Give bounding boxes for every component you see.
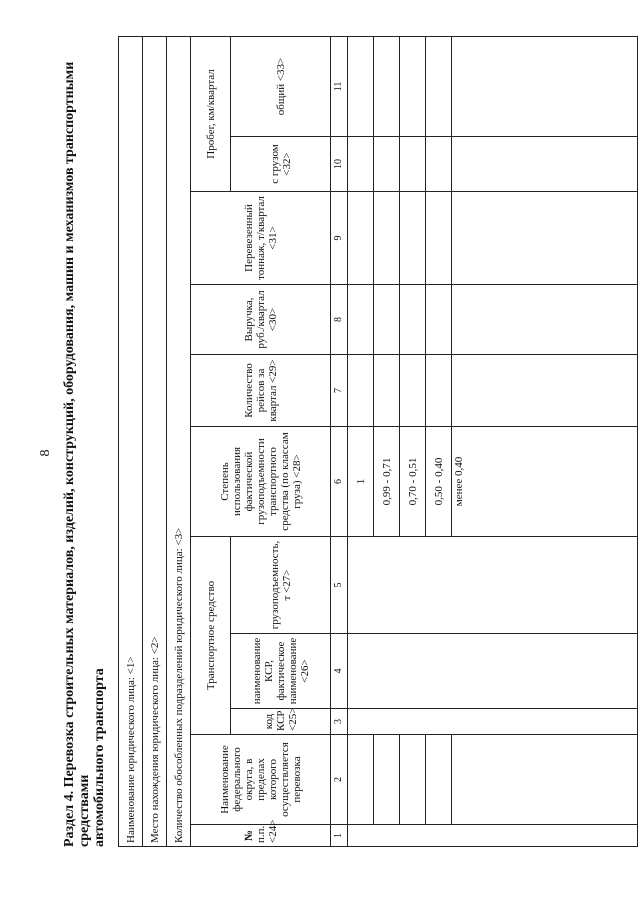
transport-table	[118, 36, 638, 847]
data-cell-trips	[348, 355, 374, 427]
col-number-3: 3	[331, 709, 348, 735]
data-cell-tonnage	[348, 192, 374, 285]
data-cell-district	[452, 735, 638, 825]
col-number-6: 6	[331, 427, 348, 537]
header-vehicle-group: Транспортное средство	[191, 537, 231, 735]
utilization-class: 0,70 - 0,51	[400, 427, 426, 537]
data-cell-mileage-total	[348, 36, 374, 136]
data-cell-ksr-name	[348, 634, 638, 709]
data-cell-district	[348, 735, 374, 825]
data-cell-mileage-cargo	[426, 137, 452, 192]
data-cell-revenue	[452, 285, 638, 355]
utilization-class: 0,50 - 0,40	[426, 427, 452, 537]
data-cell-district	[426, 735, 452, 825]
utilization-class: менее 0,40	[452, 427, 638, 537]
utilization-class: 1	[348, 427, 374, 537]
data-cell-tonnage	[426, 192, 452, 285]
section-title-line-2: автомобильного транспорта	[92, 668, 107, 847]
data-cell-revenue	[374, 285, 400, 355]
branches-count-row: Количество обособленных подразделений юридического лица: <3>	[167, 36, 191, 846]
header-ksr-code: код КСР <25>	[231, 709, 331, 735]
data-cell-trips	[374, 355, 400, 427]
col-number-8: 8	[331, 285, 348, 355]
header-ksr-name: наименование КСР, фактическое наименование <26>	[231, 634, 331, 709]
data-cell-mileage-cargo	[452, 137, 638, 192]
data-cell-district	[374, 735, 400, 825]
col-number-2: 2	[331, 735, 348, 825]
header-num-sub: п.п.	[254, 825, 267, 843]
header-trips: Количество рейсов за квартал <29>	[191, 355, 331, 427]
data-cell-mileage-cargo	[400, 137, 426, 192]
org-name-row: Наименование юридического лица: <1>	[119, 36, 143, 846]
header-mileage-total: общий <33>	[231, 36, 331, 136]
header-capacity: грузоподъемность, т <27>	[231, 537, 331, 634]
col-number-1: 1	[331, 825, 348, 847]
data-cell-revenue	[400, 285, 426, 355]
header-tonnage: Перевезенный тоннаж, т/квартал <31>	[191, 192, 331, 285]
section-title-line-1: Раздел 4. Перевозка строительных материалов, изделий, конструкций, оборудования, машин и механизмов транспортными средствами	[62, 61, 92, 847]
section-title	[62, 17, 107, 847]
header-num	[191, 819, 331, 847]
header-num-ref: <24>	[266, 819, 279, 843]
data-cell-trips	[426, 355, 452, 427]
page-number: 8	[38, 449, 53, 457]
data-cell-mileage-total	[452, 36, 638, 136]
data-cell-mileage-total	[374, 36, 400, 136]
header-mileage-cargo: с грузом <32>	[231, 137, 331, 192]
data-cell-mileage-total	[426, 36, 452, 136]
data-cell-mileage-cargo	[348, 137, 374, 192]
col-number-5: 5	[331, 537, 348, 634]
data-cell-tonnage	[400, 192, 426, 285]
col-number-9: 9	[331, 192, 348, 285]
header-district: Наименование федерального округа, в пределах которого осуществляется перевозка	[191, 735, 331, 825]
data-cell-trips	[400, 355, 426, 427]
data-cell-revenue	[426, 285, 452, 355]
header-mileage-group: Пробег, км/квартал	[191, 36, 231, 191]
col-number-4: 4	[331, 634, 348, 709]
org-address-row: Место нахождения юридического лица: <2>	[143, 36, 167, 846]
data-cell-trips	[452, 355, 638, 427]
data-cell-revenue	[348, 285, 374, 355]
header-num-main: №	[242, 829, 255, 842]
data-cell-mileage-cargo	[374, 137, 400, 192]
data-cell-num	[348, 825, 638, 847]
col-number-7: 7	[331, 355, 348, 427]
col-number-11: 11	[331, 36, 348, 136]
header-revenue: Выручка, руб./квартал <30>	[191, 285, 331, 355]
data-cell-tonnage	[374, 192, 400, 285]
data-cell-district	[400, 735, 426, 825]
utilization-class: 0,99 - 0,71	[374, 427, 400, 537]
data-cell-ksr-code	[348, 709, 638, 735]
col-number-10: 10	[331, 137, 348, 192]
data-cell-mileage-total	[400, 36, 426, 136]
data-cell-capacity	[348, 537, 638, 634]
data-cell-tonnage	[452, 192, 638, 285]
header-utilization: Степень использования фактической грузоподъемности транспортного средства (по классам груза) <28>	[191, 427, 331, 537]
